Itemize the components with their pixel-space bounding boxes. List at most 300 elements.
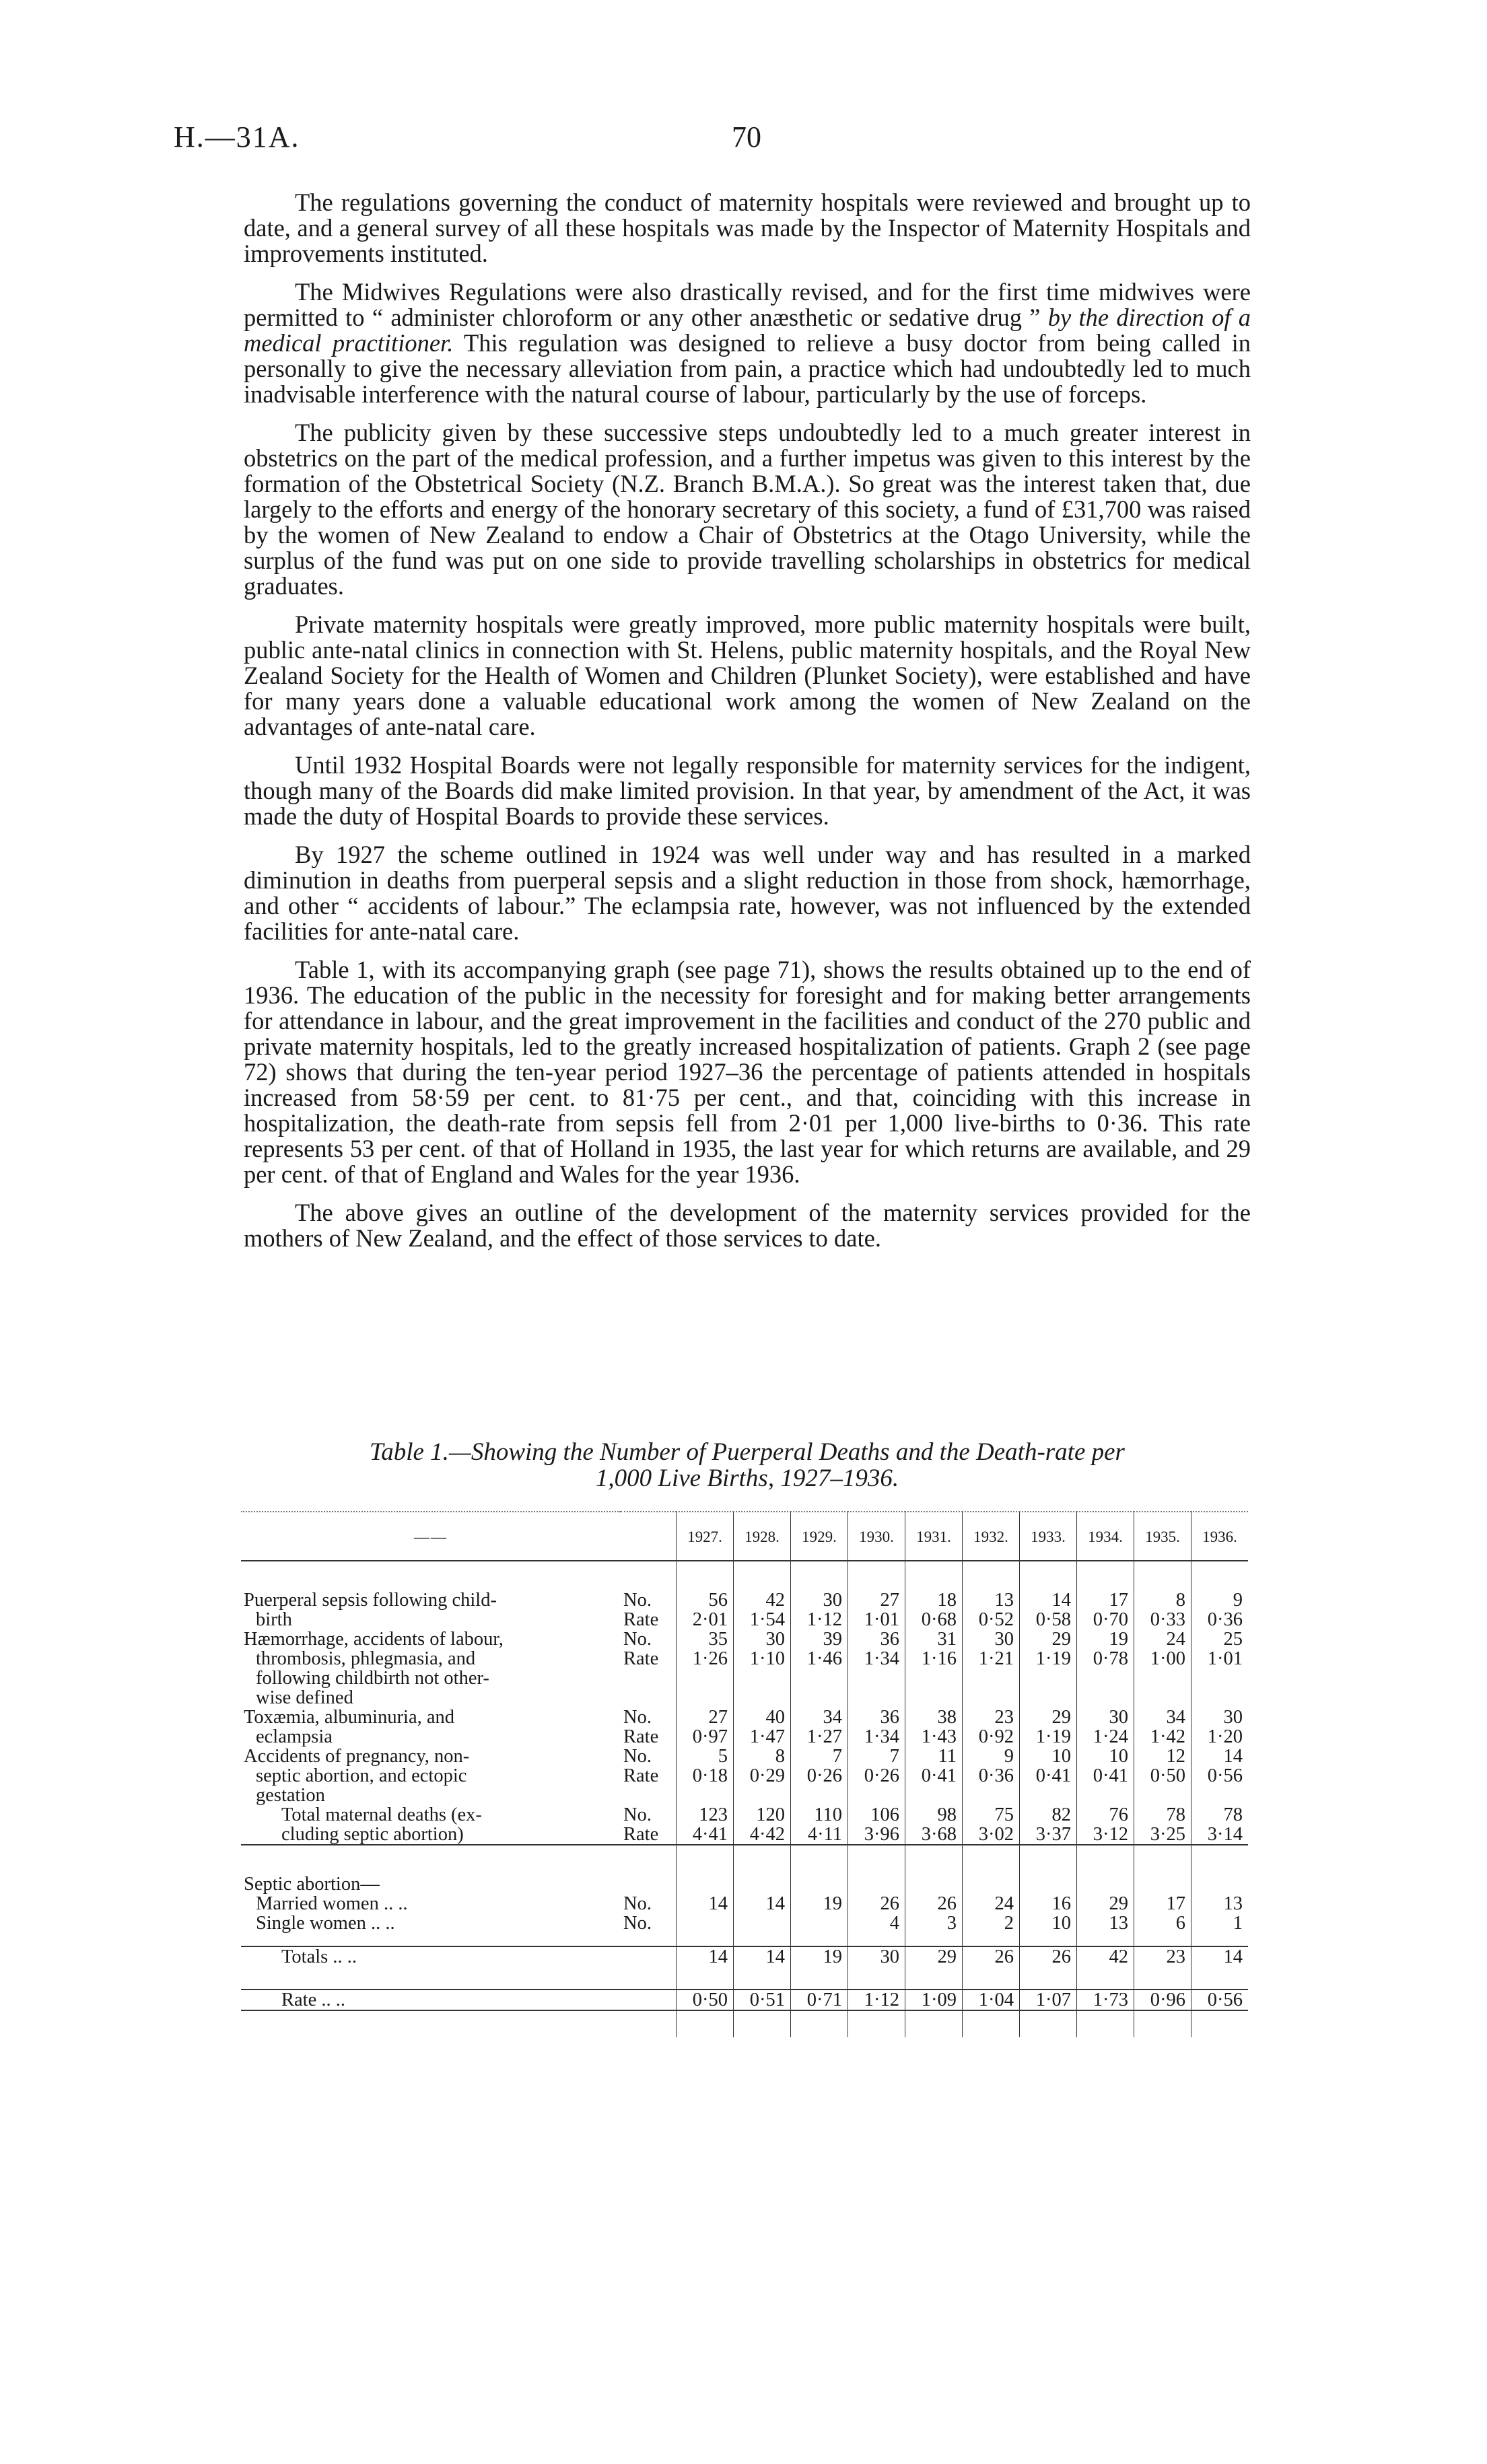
table-row (241, 1708, 1248, 1727)
table-cell: 0·97 (677, 1727, 734, 1747)
table-cell: 14 (734, 1894, 791, 1913)
row-unit: No. (623, 1707, 652, 1728)
table-cell: 0·18 (677, 1766, 734, 1786)
table-cell: 82 (1020, 1805, 1077, 1825)
paragraph-text: This regulation was designed to relieve a busy doctor from being called in personally to give the necessary alleviation from pain, a practice which had undoubtedly led to much inadvisable interference with the natural course of labour, particularly by the use of forceps. (244, 329, 1251, 408)
table-cell: 0·41 (1077, 1766, 1134, 1786)
table-cell: 14 (734, 1946, 791, 1967)
table-cell: 98 (905, 1805, 963, 1825)
table-cell: 26 (848, 1894, 905, 1913)
row-label (241, 1913, 621, 1933)
table-cell: 29 (1020, 1629, 1077, 1649)
table-cell (905, 1786, 963, 1805)
spacer-cell (677, 1967, 734, 1990)
spacer-cell (1134, 2010, 1191, 2037)
spacer-cell (734, 1561, 791, 1590)
spacer-cell (1077, 1933, 1134, 1946)
table-cell: 0·58 (1020, 1610, 1077, 1629)
table-caption (244, 1439, 1251, 1491)
spacer-cell (905, 1561, 963, 1590)
table-cell: 10 (1077, 1747, 1134, 1766)
table-cell: 1·42 (1134, 1727, 1191, 1747)
table-cell: 110 (791, 1805, 848, 1825)
table-cell: 9 (1191, 1590, 1249, 1610)
table-cell: 31 (905, 1629, 963, 1649)
table-cell: 17 (1077, 1590, 1134, 1610)
table-cell: 123 (677, 1805, 734, 1825)
spacer-cell (621, 1967, 677, 1990)
spacer-cell (734, 2010, 791, 2037)
spacer-cell (734, 1967, 791, 1990)
table-cell: 14 (1020, 1590, 1077, 1610)
table-cell: 1·01 (1191, 1649, 1249, 1668)
table-cell: 30 (1077, 1708, 1134, 1727)
spacer-cell (621, 1933, 677, 1946)
header-year: 1928. (734, 1512, 791, 1561)
table-cell: 1·26 (677, 1649, 734, 1668)
table-cell (1134, 1688, 1191, 1708)
table-cell: 8 (1134, 1590, 1191, 1610)
table-cell: 1·12 (848, 1990, 905, 2010)
row-label: eclampsia (256, 1726, 333, 1747)
paragraph: By 1927 the scheme outlined in 1924 was well under way and has resulted in a marked diminution in deaths from puerperal sepsis and a slight reduction in those from shock, hæmorrhage, and other “ accidents of labour.” The eclampsia rate, however, was not influenced by the extended facilities for ante-natal care. (244, 841, 1251, 945)
spacer-cell (1077, 2010, 1134, 2037)
table-cell (963, 1874, 1020, 1894)
row-unit (621, 1946, 677, 1967)
spacer-cell (1020, 1967, 1077, 1990)
paragraph: Until 1932 Hospital Boards were not legally responsible for maternity services for the indigent, though many of the Boards did make limited provision. In that year, by amendment of the Act, it was made the duty of Hospital Boards to provide these services. (244, 751, 1251, 830)
table-cell: 34 (1134, 1708, 1191, 1727)
table-cell (677, 1913, 734, 1933)
table-cell: 13 (963, 1590, 1020, 1610)
table-cell (963, 1786, 1020, 1805)
row-unit (621, 1874, 677, 1894)
table-row (241, 1668, 1248, 1688)
table-cell: 1·00 (1134, 1649, 1191, 1668)
spacer-cell (1191, 1845, 1249, 1874)
table-cell: 18 (905, 1590, 963, 1610)
table-cell: 3·14 (1191, 1825, 1249, 1845)
spacer-cell (1077, 1561, 1134, 1590)
spacer-cell (1134, 1845, 1191, 1874)
table-cell: 8 (734, 1747, 791, 1766)
table-cell: 2·01 (677, 1610, 734, 1629)
row-label (241, 1946, 621, 1967)
table-cell: 30 (848, 1946, 905, 1967)
table-cell (734, 1913, 791, 1933)
table-cell: 1·34 (848, 1649, 905, 1668)
table-cell: 1·34 (848, 1727, 905, 1747)
row-label (241, 1990, 621, 2010)
table-cell (1191, 1668, 1249, 1688)
table-cell: 0·50 (677, 1990, 734, 2010)
table-cell: 24 (963, 1894, 1020, 1913)
table-cell: 35 (677, 1629, 734, 1649)
table-cell: 13 (1191, 1894, 1249, 1913)
table-cell: 1·01 (848, 1610, 905, 1629)
table-cell: 3·96 (848, 1825, 905, 1845)
spacer-cell (677, 1845, 734, 1874)
table-cell: 1·07 (1020, 1990, 1077, 2010)
row-unit (621, 1668, 677, 1688)
table-cell: 1·04 (963, 1990, 1020, 2010)
table-cell: 4 (848, 1913, 905, 1933)
table-cell: 0·70 (1077, 1610, 1134, 1629)
table-row (241, 1688, 1248, 1708)
table-cell: 0·36 (963, 1766, 1020, 1786)
table-cell: 30 (791, 1590, 848, 1610)
spacer-cell (241, 1933, 621, 1946)
table-cell: 1·43 (905, 1727, 963, 1747)
table-cell: 16 (1020, 1894, 1077, 1913)
spacer-cell (1191, 1967, 1249, 1990)
spacer-cell (1134, 1967, 1191, 1990)
table-cell: 0·51 (734, 1990, 791, 2010)
table-cell: 0·41 (1020, 1766, 1077, 1786)
spacer-cell (848, 1967, 905, 1990)
body-text (244, 190, 1251, 1264)
row-label: Accidents of pregnancy, non- (244, 1746, 470, 1767)
table-cell (848, 1874, 905, 1894)
table-row (241, 1786, 1248, 1805)
table-cell (963, 1668, 1020, 1688)
table-cell: 14 (677, 1894, 734, 1913)
table-cell: 0·68 (905, 1610, 963, 1629)
table-cell (791, 1786, 848, 1805)
spacer-cell (1077, 1967, 1134, 1990)
table-cell (905, 1668, 963, 1688)
spacer-cell (1134, 1561, 1191, 1590)
table-cell: 42 (1077, 1946, 1134, 1967)
table-cell: 1·12 (791, 1610, 848, 1629)
paragraph (244, 279, 1251, 407)
table-cell: 27 (848, 1590, 905, 1610)
table-cell (1191, 1874, 1249, 1894)
spacer-cell (791, 1933, 848, 1946)
table-row (241, 1649, 1248, 1668)
header-year: 1933. (1020, 1512, 1077, 1561)
spacer-cell (963, 1561, 1020, 1590)
row-label: Hæmorrhage, accidents of labour, (244, 1629, 504, 1650)
table-cell: 1 (1191, 1913, 1249, 1933)
table-cell: 14 (1191, 1747, 1249, 1766)
spacer-cell (1191, 1561, 1249, 1590)
table-cell: 0·26 (848, 1766, 905, 1786)
table-cell: 0·41 (905, 1766, 963, 1786)
table-cell: 0·52 (963, 1610, 1020, 1629)
table-cell (1191, 1688, 1249, 1708)
row-label (241, 1894, 621, 1913)
table-cell: 26 (963, 1946, 1020, 1967)
statistics-table (241, 1511, 1248, 2037)
row-label-text: Single women (256, 1913, 366, 1934)
table-row (241, 1610, 1248, 1629)
table-cell: 76 (1077, 1805, 1134, 1825)
table-cell: 30 (1191, 1708, 1249, 1727)
table (241, 1511, 1248, 2037)
table-cell: 23 (1134, 1946, 1191, 1967)
table-cell: 40 (734, 1708, 791, 1727)
table-cell: 5 (677, 1747, 734, 1766)
table-cell: 120 (734, 1805, 791, 1825)
spacer-cell (905, 1845, 963, 1874)
table-cell (677, 1786, 734, 1805)
spacer-cell (241, 1845, 621, 1874)
table-row (241, 1727, 1248, 1747)
table-cell (1134, 1786, 1191, 1805)
header-unit (621, 1512, 677, 1561)
row-unit: Rate (623, 1726, 659, 1747)
table-cell: 3·37 (1020, 1825, 1077, 1845)
row-unit: No. (623, 1913, 652, 1934)
row-label: following childbirth not other- (256, 1668, 489, 1689)
spacer-cell (1020, 1845, 1077, 1874)
table-cell: 1·09 (905, 1990, 963, 2010)
table-cell: 19 (791, 1894, 848, 1913)
spacer-cell (1134, 1933, 1191, 1946)
spacer-cell (905, 2010, 963, 2037)
table-body (241, 1561, 1248, 2037)
table-cell: 7 (848, 1747, 905, 1766)
table-cell: 26 (1020, 1946, 1077, 1967)
leader-dots: .. .. (378, 1893, 408, 1914)
table-row (241, 1590, 1248, 1610)
table-cell (1020, 1874, 1077, 1894)
table-cell: 26 (905, 1894, 963, 1913)
table-cell: 10 (1020, 1913, 1077, 1933)
spacer-cell (905, 1967, 963, 1990)
spacer-cell (848, 1845, 905, 1874)
table-spacer (241, 2010, 1248, 2037)
table-cell: 12 (1134, 1747, 1191, 1766)
row-label: septic abortion, and ectopic (256, 1765, 467, 1786)
table-cell: 6 (1134, 1913, 1191, 1933)
table-cell: 3·02 (963, 1825, 1020, 1845)
table-row (241, 1913, 1248, 1933)
caption-line: 1,000 Live Births, 1927–1936. (595, 1465, 899, 1492)
table-cell (791, 1688, 848, 1708)
spacer-cell (963, 1845, 1020, 1874)
row-unit: No. (623, 1590, 652, 1611)
table-cell: 38 (905, 1708, 963, 1727)
table-row (241, 1894, 1248, 1913)
leader-dots: .. .. (366, 1913, 395, 1934)
table-cell: 1·46 (791, 1649, 848, 1668)
row-unit (621, 1990, 677, 2010)
table-cell: 36 (848, 1629, 905, 1649)
spacer-cell (791, 1561, 848, 1590)
spacer-cell (1191, 2010, 1249, 2037)
table-cell (791, 1874, 848, 1894)
paragraph-italic: by the direction of a medical practitioner. (244, 304, 1251, 357)
table-cell (848, 1786, 905, 1805)
spacer-cell (734, 1845, 791, 1874)
spacer-cell (621, 1561, 677, 1590)
table-cell: 0·26 (791, 1766, 848, 1786)
paragraph: The above gives an outline of the development of the maternity services provided for the mothers of New Zealand, and the effect of those services to date. (244, 1199, 1251, 1252)
table-row (241, 1874, 1248, 1894)
table-cell: 11 (905, 1747, 963, 1766)
table-cell (1077, 1874, 1134, 1894)
table-row (241, 1825, 1248, 1845)
table-cell: 0·29 (734, 1766, 791, 1786)
table-cell: 0·56 (1191, 1990, 1249, 2010)
table-cell: 78 (1134, 1805, 1191, 1825)
table-cell: 1·24 (1077, 1727, 1134, 1747)
table-cell: 0·78 (1077, 1649, 1134, 1668)
table-spacer (241, 1933, 1248, 1946)
table-cell: 1·27 (791, 1727, 848, 1747)
spacer-cell (621, 1845, 677, 1874)
document-reference: H.—31A. (174, 120, 300, 153)
table-cell: 4·41 (677, 1825, 734, 1845)
spacer-cell (848, 1561, 905, 1590)
spacer-cell (791, 1967, 848, 1990)
table-spacer (241, 1967, 1248, 1990)
table-cell: 3·25 (1134, 1825, 1191, 1845)
row-unit: Rate (623, 1648, 659, 1669)
table-cell: 1·16 (905, 1649, 963, 1668)
table-cell: 0·50 (1134, 1766, 1191, 1786)
table-row (241, 1766, 1248, 1786)
table-cell (1077, 1688, 1134, 1708)
table-cell (734, 1786, 791, 1805)
table-cell (1191, 1786, 1249, 1805)
table-cell: 36 (848, 1708, 905, 1727)
table-cell (1134, 1874, 1191, 1894)
row-unit: No. (623, 1804, 652, 1825)
table-cell: 1·54 (734, 1610, 791, 1629)
row-label-text: Rate (281, 1990, 317, 2010)
table-cell: 0·92 (963, 1727, 1020, 1747)
table-cell: 14 (677, 1946, 734, 1967)
table-cell: 27 (677, 1708, 734, 1727)
spacer-cell (963, 2010, 1020, 2037)
table-cell (677, 1874, 734, 1894)
table-cell (848, 1668, 905, 1688)
row-unit (621, 1786, 677, 1805)
paragraph-text: The Midwives Regulations were also drastically revised, and for the first time midwives were permitted to “ administer chloroform or any other anæsthetic or sedative drug ” (244, 278, 1251, 331)
page-number: 70 (732, 120, 761, 153)
table-cell: 0·71 (791, 1990, 848, 2010)
table-cell: 4·42 (734, 1825, 791, 1845)
table-spacer (241, 1561, 1248, 1590)
table-cell: 30 (963, 1629, 1020, 1649)
table-cell: 19 (791, 1946, 848, 1967)
table-cell: 7 (791, 1747, 848, 1766)
table-cell: 0·96 (1134, 1990, 1191, 2010)
row-label: gestation (256, 1785, 325, 1806)
table-cell: 29 (905, 1946, 963, 1967)
table-cell (677, 1688, 734, 1708)
table-cell (1077, 1786, 1134, 1805)
spacer-cell (905, 1933, 963, 1946)
spacer-cell (677, 1561, 734, 1590)
spacer-cell (1020, 1933, 1077, 1946)
spacer-cell (1020, 1561, 1077, 1590)
leader-dots: .. .. (316, 1990, 345, 2010)
header-year: 1930. (848, 1512, 905, 1561)
table-cell: 3·12 (1077, 1825, 1134, 1845)
table-cell: 25 (1191, 1629, 1249, 1649)
table-cell (791, 1668, 848, 1688)
table-cell: 56 (677, 1590, 734, 1610)
table-cell: 2 (963, 1913, 1020, 1933)
leader-dots: .. .. (328, 1946, 357, 1967)
table-row (241, 1629, 1248, 1649)
table-cell: 29 (1077, 1894, 1134, 1913)
table-cell: 24 (1134, 1629, 1191, 1649)
spacer-cell (677, 2010, 734, 2037)
header-year: 1927. (677, 1512, 734, 1561)
row-unit: Rate (623, 1765, 659, 1786)
table-cell: 9 (963, 1747, 1020, 1766)
row-label: Total maternal deaths (ex- (281, 1804, 482, 1825)
spacer-cell (1077, 1845, 1134, 1874)
spacer-cell (848, 2010, 905, 2037)
table-cell (677, 1668, 734, 1688)
header-year: 1935. (1134, 1512, 1191, 1561)
spacer-cell (734, 1933, 791, 1946)
table-row (241, 1747, 1248, 1766)
table-cell (1020, 1688, 1077, 1708)
totals-row (241, 1946, 1248, 1967)
table-cell: 106 (848, 1805, 905, 1825)
table-cell: 1·73 (1077, 1990, 1134, 2010)
table-cell (963, 1688, 1020, 1708)
table-cell: 4·11 (791, 1825, 848, 1845)
table-cell: 1·19 (1020, 1649, 1077, 1668)
table-header-row (241, 1512, 1248, 1561)
table-cell (848, 1688, 905, 1708)
row-label-text: Married women (256, 1893, 379, 1914)
paragraph: Private maternity hospitals were greatly improved, more public maternity hospitals were built, public ante-natal clinics in connection with St. Helens, public maternity hospitals, and the Royal New Zealand Society for the Health of Women and Children (Plunket Society), were established and have for many years done a valuable educational work among the women of New Zealand on the advantages of ante-natal care. (244, 610, 1251, 740)
table-cell: 75 (963, 1805, 1020, 1825)
row-label: birth (256, 1609, 292, 1630)
table-cell: 1·47 (734, 1727, 791, 1747)
paragraph: Table 1, with its accompanying graph (see page 71), shows the results obtained up to the end of 1936. The education of the public in the necessity for foresight and for making better arrangements for attendance in labour, and the great improvement in the facilities and conduct of the 270 public and private maternity hospitals, led to the greatly increased hospitalization of patients. Graph 2 (see page 72) shows that during the ten-year period 1927–36 the percentage of patients attended in hospitals increased from 58·59 per cent. to 81·75 per cent., and that, coinciding with this increase in hospitalization, the death-rate from sepsis fell from 2·01 per 1,000 live-births to 0·36. This rate represents 53 per cent. of that of Holland in 1935, the last year for which returns are available, and 29 per cent. of that of England and Wales for the year 1936. (244, 956, 1251, 1188)
table-cell: 1·19 (1020, 1727, 1077, 1747)
table-cell (1134, 1668, 1191, 1688)
row-unit (621, 1688, 677, 1708)
spacer-cell (621, 2010, 677, 2037)
spacer-cell (1020, 2010, 1077, 2037)
header-year: 1932. (963, 1512, 1020, 1561)
row-label: Toxæmia, albuminuria, and (244, 1707, 455, 1728)
table-cell: 19 (1077, 1629, 1134, 1649)
table-cell: 39 (791, 1629, 848, 1649)
table-row (241, 1805, 1248, 1825)
spacer-cell (241, 1967, 621, 1990)
table-cell: 1·21 (963, 1649, 1020, 1668)
spacer-cell (963, 1933, 1020, 1946)
table-cell (734, 1874, 791, 1894)
table-cell: 10 (1020, 1747, 1077, 1766)
row-unit: No. (623, 1746, 652, 1767)
row-unit: Rate (623, 1609, 659, 1630)
row-label: Puerperal sepsis following child- (244, 1590, 497, 1611)
table-cell: 1·20 (1191, 1727, 1249, 1747)
paragraph: The publicity given by these successive steps undoubtedly led to a much greater interest in obstetrics on the part of the medical profession, and a further impetus was given to this interest by the formation of the Obstetrical Society (N.Z. Branch B.M.A.). So great was the interest taken that, due largely to the efforts and energy of the honorary secretary of this society, a fund of £31,700 was raised by the women of New Zealand to endow a Chair of Obstetrics at the Otago University, while the surplus of the fund was put on one side to provide travelling scholarships in obstetrics for medical graduates. (244, 419, 1251, 600)
row-unit: Rate (621, 1825, 677, 1845)
table-cell (791, 1913, 848, 1933)
table-cell: 42 (734, 1590, 791, 1610)
header-year: 1931. (905, 1512, 963, 1561)
table-cell: 29 (1020, 1708, 1077, 1727)
table-cell (734, 1668, 791, 1688)
paragraph: The regulations governing the conduct of maternity hospitals were reviewed and brought up to date, and a general survey of all these hospitals was made by the Inspector of Maternity Hospitals and improvements instituted. (244, 188, 1251, 267)
table-cell (1020, 1668, 1077, 1688)
